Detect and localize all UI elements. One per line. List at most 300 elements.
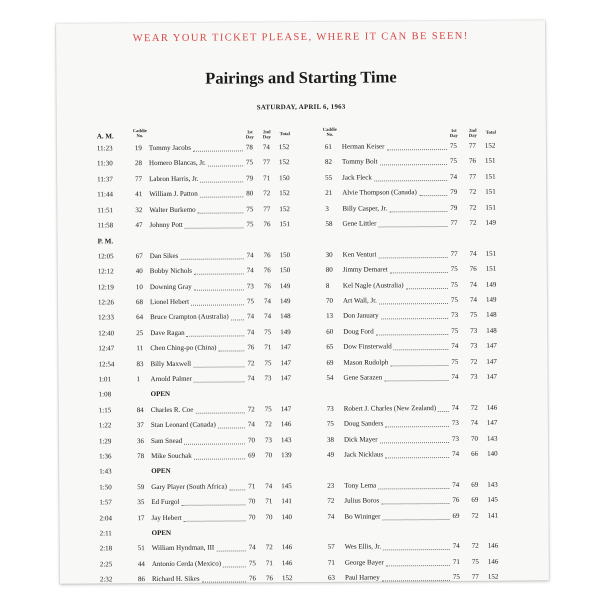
leader-dots [374, 180, 447, 182]
first-day-score: 75 [450, 280, 458, 289]
player-name: Dick Mayer [343, 435, 378, 444]
caddie-number: 47 [135, 221, 143, 230]
total-score: 149 [485, 218, 496, 227]
second-day-score: 76 [468, 157, 477, 166]
player-name: Charles R. Coe [150, 405, 194, 414]
second-day-score: 70 [470, 434, 478, 443]
leader-dots [184, 520, 246, 521]
leader-dots [387, 149, 447, 150]
open-slot: OPEN [150, 390, 171, 399]
caddie-number: 80 [325, 265, 333, 275]
caddie-number: 49 [327, 450, 335, 459]
leader-dots [194, 381, 245, 382]
first-day-score: 70 [247, 435, 255, 444]
player-name: Labron Harris, Jr. [149, 174, 199, 183]
tee-time: 2:04 [99, 513, 112, 523]
total-score: 151 [485, 203, 496, 212]
player-name: Sam Snead [150, 436, 183, 445]
second-day-score: 72 [265, 543, 273, 552]
am-label: A. M. [96, 132, 114, 141]
leader-dots [406, 288, 448, 289]
player-name: Tommy Jacobs [148, 143, 192, 153]
leader-dots [389, 211, 447, 212]
total-score: 141 [487, 511, 499, 520]
first-day-score: 74 [451, 372, 459, 381]
second-day-score: 74 [469, 280, 477, 289]
tee-time: 11:51 [97, 205, 114, 215]
second-day-score: 74 [264, 312, 272, 321]
leader-dots [194, 274, 244, 275]
second-day-score: 72 [471, 542, 479, 551]
leader-dots [184, 443, 245, 444]
caddie-number: 72 [327, 496, 335, 506]
second-day-score: 75 [264, 328, 272, 337]
caddie-number: 71 [327, 558, 335, 567]
leader-dots [385, 426, 449, 427]
player-name: Downing Gray [149, 282, 192, 291]
second-day-score: 75 [470, 311, 478, 320]
second-day-score: 69 [471, 480, 479, 489]
first-day-score: 79 [450, 203, 458, 212]
second-day-score: 77 [468, 141, 476, 150]
leader-dots [393, 349, 448, 350]
caddie-number: 10 [135, 282, 143, 291]
caddie-header-right: Caddie No. [322, 126, 337, 137]
day2-header-left: 2nd Day [262, 129, 271, 140]
player-name: William Hyndman, III [151, 544, 215, 553]
first-day-score: 74 [247, 328, 255, 337]
leader-dots [386, 565, 450, 566]
first-day-score: 74 [247, 312, 255, 321]
first-day-score: 74 [450, 172, 458, 181]
second-day-score: 77 [263, 204, 271, 213]
total-score: 152 [278, 158, 290, 167]
day1-header-left: 1st Day [245, 129, 254, 140]
total-score: 147 [280, 358, 291, 367]
total-score: 151 [485, 172, 496, 181]
leader-dots [184, 227, 243, 228]
leader-dots [196, 412, 245, 413]
first-day-score: 73 [246, 281, 254, 290]
tee-time: 1:43 [99, 467, 112, 476]
page-title: Pairings and Starting Time [205, 67, 397, 88]
second-day-score: 71 [264, 343, 272, 352]
player-name: Lionel Hebert [149, 297, 190, 307]
tee-time: 1:22 [98, 421, 112, 430]
leader-dots [383, 549, 450, 550]
first-day-score: 69 [452, 511, 460, 520]
caddie-number: 78 [137, 452, 145, 461]
player-name: Wes Ellis, Jr. [344, 542, 382, 552]
caddie-number: 25 [136, 328, 144, 337]
second-day-score: 72 [469, 218, 477, 227]
player-name: Dow Finsterwald [343, 342, 392, 351]
day2-header-right: 2nd Day [468, 127, 477, 138]
player-name: Bobby Nichols [149, 266, 193, 276]
player-name: Mike Souchak [151, 451, 192, 461]
player-name: Robert J. Charles (New Zealand) [343, 403, 437, 413]
total-score: 147 [280, 404, 292, 413]
caddie-number: 57 [327, 543, 335, 552]
total-score: 151 [485, 264, 497, 273]
second-day-score: 74 [469, 295, 478, 304]
first-day-score: 74 [451, 403, 459, 412]
caddie-number: 51 [137, 544, 145, 553]
leader-dots [419, 195, 447, 196]
tee-time: 11:44 [97, 190, 113, 199]
first-day-score: 74 [452, 542, 460, 551]
total-score: 150 [279, 173, 290, 182]
tee-time: 2:11 [99, 529, 112, 538]
total-score: 149 [485, 280, 497, 289]
second-day-score: 74 [262, 143, 270, 152]
caddie-number: 8 [325, 281, 330, 290]
caddie-number: 17 [137, 513, 145, 522]
second-day-score: 70 [265, 512, 273, 521]
tee-time: 12:54 [98, 359, 115, 369]
caddie-number: 61 [324, 142, 332, 151]
player-name: Jay Hebert [151, 513, 182, 522]
player-name: Jack Nicklaus [344, 450, 384, 459]
player-name: Tommy Bolt [341, 157, 378, 167]
leader-dots [378, 226, 447, 227]
second-day-score: 72 [471, 511, 479, 520]
player-name: Herman Keiser [341, 142, 385, 151]
leader-dots [381, 318, 448, 319]
total-score: 150 [279, 266, 291, 275]
player-name: Gary Player (South Africa) [151, 482, 227, 491]
player-name: Antonio Cerda (Mexico) [151, 559, 222, 568]
total-score: 147 [280, 343, 291, 352]
tee-time: 11:23 [96, 144, 113, 153]
second-day-score: 73 [470, 326, 478, 335]
first-day-score: 73 [451, 311, 459, 320]
player-name: Alvie Thompson (Canada) [342, 188, 417, 197]
second-day-score: 72 [470, 357, 478, 366]
first-day-score: 75 [450, 295, 459, 304]
first-day-score: 71 [452, 557, 460, 566]
second-day-score: 71 [263, 174, 271, 183]
caddie-number: 55 [325, 173, 333, 182]
total-score: 146 [486, 403, 498, 412]
second-day-score: 73 [264, 374, 272, 383]
caddie-number: 36 [136, 436, 144, 445]
leader-dots [376, 334, 448, 336]
date-line: SATURDAY, APRIL 6, 1963 [256, 103, 346, 112]
player-name: George Bayer [344, 558, 384, 567]
total-score: 143 [487, 480, 498, 489]
player-name: Doug Sanders [343, 419, 384, 428]
caddie-header-left: Caddie No. [132, 128, 147, 138]
tee-time: 11:30 [97, 159, 113, 168]
total-score: 146 [487, 542, 499, 551]
player-name: Dan Sikes [149, 251, 179, 260]
total-score: 140 [281, 512, 293, 521]
first-day-score: 72 [247, 358, 255, 367]
first-day-score: 75 [246, 204, 254, 213]
leader-dots [380, 164, 447, 165]
leader-dots [186, 335, 244, 336]
second-day-score: 77 [471, 572, 479, 582]
first-day-score: 70 [248, 512, 256, 521]
player-name: Bo Wininger [344, 512, 381, 521]
player-name: Gene Littler [342, 219, 377, 228]
total-header-left: Total [279, 131, 290, 137]
player-name: Tony Lema [344, 481, 377, 490]
player-name: Arnold Palmer [150, 374, 192, 384]
first-day-score: 75 [450, 265, 458, 274]
leader-dots [378, 488, 449, 489]
second-day-score: 73 [470, 372, 478, 381]
total-score: 150 [279, 250, 291, 259]
total-score: 149 [280, 327, 291, 336]
total-score: 152 [281, 574, 293, 583]
leader-dots [380, 442, 449, 443]
leader-dots [197, 212, 243, 213]
caddie-number: 75 [326, 419, 334, 429]
ticket-banner: WEAR YOUR TICKET PLEASE, WHERE IT CAN BE SEEN! [132, 30, 469, 45]
leader-dots [390, 272, 448, 273]
total-score: 147 [486, 418, 498, 427]
leader-dots [383, 519, 450, 520]
caddie-number: 74 [327, 512, 335, 521]
caddie-number: 83 [136, 359, 144, 368]
player-name: Doug Ford [343, 327, 374, 336]
second-day-score: 76 [469, 264, 477, 274]
first-day-score: 76 [452, 496, 460, 505]
caddie-number: 82 [324, 158, 333, 167]
caddie-number: 84 [136, 405, 144, 414]
total-score: 146 [281, 558, 293, 567]
second-day-score: 70 [265, 451, 273, 460]
second-day-score: 71 [265, 497, 273, 506]
open-slot: OPEN [151, 528, 172, 538]
caddie-number: 30 [325, 250, 333, 259]
tee-time: 12:05 [97, 252, 114, 261]
caddie-number: 38 [326, 435, 334, 444]
second-day-score: 74 [265, 482, 273, 491]
player-name: Stan Leonard (Canada) [150, 420, 216, 430]
total-score: 147 [486, 372, 498, 381]
total-score: 146 [281, 543, 293, 552]
leader-dots [385, 457, 449, 458]
caddie-number: 13 [326, 312, 334, 321]
tee-time: 12:12 [97, 267, 114, 276]
first-day-score: 75 [248, 559, 256, 568]
second-day-score: 72 [469, 203, 477, 212]
total-score: 143 [486, 434, 498, 443]
first-day-score: 74 [452, 449, 460, 458]
player-name: William J. Patton [149, 189, 198, 199]
tee-time: 1:08 [98, 390, 112, 399]
caddie-number: 23 [327, 481, 335, 490]
first-day-score: 70 [248, 497, 256, 506]
tee-time: 12:19 [97, 282, 114, 292]
leader-dots [181, 258, 244, 259]
total-score: 152 [487, 572, 499, 581]
first-day-score: 75 [246, 220, 254, 229]
first-day-score: 75 [451, 357, 459, 366]
caddie-number: 54 [326, 373, 334, 382]
leader-dots [191, 304, 244, 305]
second-day-score: 74 [470, 418, 478, 428]
second-day-score: 74 [469, 249, 477, 258]
first-day-score: 74 [248, 543, 256, 552]
player-name: Billy Casper, Jr. [342, 204, 388, 213]
tee-time: 1:36 [99, 452, 112, 461]
player-name: Don January [343, 311, 379, 321]
first-day-score: 74 [452, 480, 460, 489]
player-name: Johnny Pott [149, 220, 183, 230]
caddie-number: 41 [135, 190, 143, 199]
caddie-number: 32 [135, 205, 143, 214]
leader-dots [229, 489, 245, 490]
first-day-score: 78 [245, 143, 253, 152]
first-day-score: 80 [246, 189, 254, 198]
second-day-score: 74 [263, 297, 272, 306]
total-score: 152 [484, 141, 496, 150]
leader-dots [379, 303, 448, 304]
leader-dots [194, 289, 244, 290]
total-score: 146 [487, 557, 499, 566]
total-score: 151 [485, 187, 496, 196]
player-name: Gene Sarazen [343, 373, 383, 382]
tee-time: 1:01 [98, 375, 112, 384]
second-day-score: 76 [263, 266, 271, 275]
caddie-number: 73 [326, 404, 334, 413]
second-day-score: 76 [265, 574, 273, 583]
caddie-number: 69 [326, 358, 334, 367]
caddie-number: 63 [327, 573, 335, 583]
tee-time: 1:57 [99, 498, 112, 507]
total-score: 143 [280, 435, 292, 444]
caddie-number: 3 [325, 204, 329, 213]
second-day-score: 75 [471, 557, 479, 566]
pairings-table [56, 20, 549, 584]
first-day-score: 71 [248, 482, 256, 491]
total-score: 139 [281, 451, 292, 460]
first-day-score: 75 [451, 326, 459, 335]
leader-dots [385, 380, 449, 381]
second-day-score: 76 [263, 251, 271, 260]
caddie-number: 65 [326, 342, 334, 352]
total-score: 148 [486, 326, 497, 335]
first-day-score: 74 [247, 374, 255, 383]
leader-dots [208, 166, 243, 167]
pairings-sheet [56, 20, 549, 583]
total-score: 147 [486, 341, 497, 350]
player-name: Walter Burkemo [149, 205, 196, 214]
total-score: 151 [279, 220, 290, 229]
total-score: 148 [280, 312, 291, 321]
leader-dots [194, 458, 245, 459]
leader-dots [193, 366, 244, 367]
first-day-score: 76 [248, 574, 256, 583]
total-score: 145 [487, 495, 498, 504]
caddie-number: 1 [136, 375, 141, 384]
first-day-score: 79 [246, 174, 254, 183]
player-name: Bruce Crampton (Australia) [150, 312, 229, 322]
total-score: 140 [487, 449, 498, 458]
first-day-score: 74 [246, 266, 254, 275]
caddie-number: 60 [326, 327, 334, 336]
caddie-number: 64 [136, 313, 144, 322]
first-day-score: 74 [451, 342, 459, 351]
player-name: Jimmy Demaret [342, 265, 388, 274]
first-day-score: 73 [451, 434, 459, 443]
first-day-score: 75 [449, 141, 457, 150]
tee-time: 11:58 [97, 221, 114, 230]
tee-time: 2:25 [99, 560, 113, 569]
tee-time: 11:37 [97, 175, 113, 184]
second-day-score: 75 [264, 405, 272, 414]
second-day-score: 72 [264, 420, 272, 429]
second-day-score: 66 [471, 449, 479, 458]
tee-time: 1:50 [99, 483, 112, 492]
player-name: Jack Fleck [342, 173, 372, 182]
total-score: 147 [280, 374, 292, 383]
player-name: Homero Blancas, Jr. [149, 159, 206, 168]
second-day-score: 77 [469, 172, 477, 181]
caddie-number: 40 [135, 267, 143, 276]
player-name: Kel Nagle (Australia) [342, 280, 404, 290]
tee-time: 12:33 [98, 313, 115, 322]
first-day-score: 76 [247, 343, 255, 352]
second-day-score: 73 [470, 341, 478, 351]
caddie-number: 37 [136, 421, 144, 430]
second-day-score: 76 [263, 281, 271, 290]
second-day-score: 77 [262, 158, 271, 167]
first-day-score: 72 [247, 405, 255, 414]
second-day-score: 71 [265, 559, 273, 568]
player-name: Ken Venturi [342, 250, 377, 259]
caddie-number: 67 [135, 251, 143, 260]
leader-dots [193, 150, 243, 151]
total-score: 146 [280, 420, 292, 429]
total-score: 152 [279, 204, 290, 213]
tee-time: 12:47 [98, 344, 115, 353]
tee-time: 1:29 [98, 436, 112, 446]
first-day-score: 77 [450, 218, 458, 227]
caddie-number: 19 [134, 144, 142, 153]
second-day-score: 73 [264, 435, 272, 444]
leader-dots [218, 428, 245, 429]
first-day-score: 75 [246, 297, 255, 306]
player-name: Art Wall, Jr. [342, 296, 377, 305]
caddie-number: 21 [325, 188, 333, 198]
first-day-score: 69 [248, 451, 256, 460]
leader-dots [379, 257, 448, 258]
leader-dots [200, 181, 243, 182]
first-day-score: 75 [449, 157, 458, 166]
leader-dots [381, 503, 449, 504]
total-score: 148 [486, 311, 497, 320]
caddie-number: 11 [136, 344, 144, 353]
player-name: Mason Rudolph [343, 357, 389, 367]
tee-time: 12:26 [97, 298, 114, 307]
caddie-number: 86 [137, 575, 145, 584]
first-day-score: 73 [451, 419, 459, 428]
second-day-score: 72 [263, 189, 271, 198]
second-day-score: 76 [263, 220, 271, 229]
leader-dots [223, 566, 246, 567]
first-day-score: 74 [246, 251, 254, 260]
leader-dots [438, 411, 449, 412]
total-score: 149 [485, 295, 497, 304]
second-day-score: 69 [471, 495, 479, 505]
leader-dots [218, 351, 244, 352]
total-score: 152 [278, 143, 290, 152]
